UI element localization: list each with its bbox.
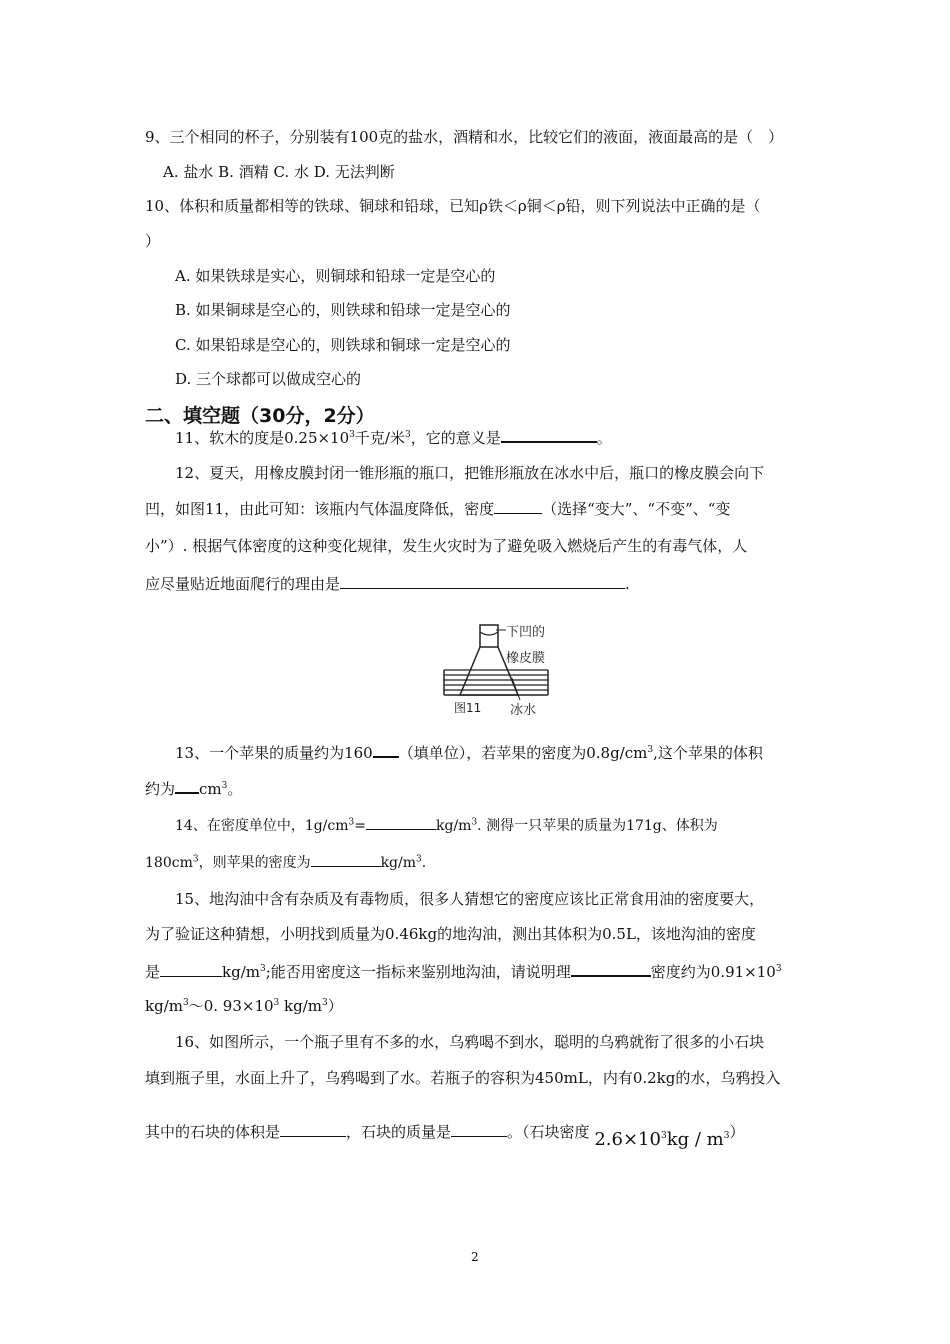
q14-conversion-blank[interactable] xyxy=(366,815,436,830)
q15-line2: 为了验证这种猜想，小明找到质量为0.46kg的地沟油，测出其体积为0.5L，该地沟油的密度 xyxy=(145,925,756,943)
q16-line3 xyxy=(145,1122,745,1150)
q16-line3-post: 。（石块密度 xyxy=(507,1123,590,1141)
q16-line3-mid: ，石块的质量是 xyxy=(346,1123,452,1141)
q15-line4-d: ） xyxy=(327,997,343,1015)
q12-line3: 小”）. 根据气体密度的这种变化规律，发生火灾时为了避免吸入燃烧后产生的有毒气体，人 xyxy=(145,537,748,555)
q14-line2-mid: ，则苹果的密度为 xyxy=(198,855,311,871)
q15-line4-c: kg/m xyxy=(279,997,323,1015)
flask-in-ice-water-diagram xyxy=(440,620,580,720)
label-water: 冰水 xyxy=(510,703,537,718)
q15-density-blank[interactable] xyxy=(160,962,222,977)
formula-exp: 3 xyxy=(660,1131,667,1141)
q12-density-blank[interactable] xyxy=(494,499,542,514)
q15-exp: 3 xyxy=(259,964,266,974)
q15-line3-mid: ;能否用密度这一指标来鉴别地沟油，请说明理 xyxy=(265,963,571,981)
section-heading: 二、填空题（30分，2分） xyxy=(145,405,375,427)
figure-11 xyxy=(440,620,580,720)
q15-line4-b: ～0. 93×10 xyxy=(188,997,274,1015)
q14-line2-end: . xyxy=(421,855,427,871)
q12-line4-pre: 应尽量贴近地面爬行的理由是 xyxy=(145,575,341,593)
q16-line3-end: ） xyxy=(729,1123,745,1141)
q15-line3-post: 密度约为0.91×10 xyxy=(650,963,776,981)
q12-line2 xyxy=(145,499,730,519)
q14-line2-exp: 3 xyxy=(192,854,199,865)
q10-stem: 10、体积和质量都相等的铁球、铜球和铅球，已知ρ铁＜ρ铜＜ρ铅，则下列说法中正确的是（ xyxy=(145,197,761,215)
flask-neck xyxy=(480,625,498,647)
q13-line1-mid: （填单位），若苹果的密度为0.8g/cm xyxy=(398,744,648,762)
q13-line1-pre: 13、一个苹果的质量约为160 xyxy=(175,744,373,762)
q16-volume-blank[interactable] xyxy=(280,1122,346,1137)
q12-line2-pre: 凹，如图11，由此可知：该瓶内气体温度降低，密度 xyxy=(145,500,495,518)
q11-exp: 3 xyxy=(349,430,355,440)
formula-exp2: 3 xyxy=(723,1131,730,1141)
q15-line4-exp: 3 xyxy=(182,998,189,1008)
q13-line2-unit: cm xyxy=(199,780,222,798)
q13-line2 xyxy=(145,778,242,799)
q10-option-b: B. 如果铜球是空心的，则铁球和铅球一定是空心的 xyxy=(175,301,511,319)
q10-option-a: A. 如果铁球是实心，则铜球和铅球一定是空心的 xyxy=(175,267,496,285)
q13-line1-post: ,这个苹果的体积 xyxy=(653,744,763,762)
formula-a: 2.6×10 xyxy=(594,1129,661,1150)
q12-line2-post: （选择“变大”、“不变”、“变 xyxy=(542,500,731,518)
q10-option-d: D. 三个球都可以做成空心的 xyxy=(175,370,362,388)
q14-line2 xyxy=(145,852,426,873)
q14-line1 xyxy=(175,815,718,836)
q15-unit: kg/m xyxy=(222,963,260,981)
formula-b: kg / m xyxy=(666,1129,724,1150)
q9-stem: 9、三个相同的杯子，分别装有100克的盐水，酒精和水，比较它们的液面，液面最高的是（ ） xyxy=(145,128,784,146)
q11-mid: 千克/米 xyxy=(354,429,405,447)
q15-exp2: 3 xyxy=(775,964,782,974)
q13-line2-pre: 约为 xyxy=(145,780,176,798)
q16-line3-pre: 其中的石块的体积是 xyxy=(145,1123,281,1141)
q10-option-c: C. 如果铅球是空心的，则铁球和铜球一定是空心的 xyxy=(175,336,511,354)
q12-reason-blank[interactable] xyxy=(340,574,625,589)
q15-line4 xyxy=(145,996,343,1016)
q11-exp2: 3 xyxy=(404,430,411,440)
q11-line xyxy=(175,427,612,448)
q11-answer-blank[interactable] xyxy=(501,427,597,443)
q16-line1: 16、如图所示，一个瓶子里有不多的水，乌鸦喝不到水，聪明的乌鸦就衔了很多的小石块 xyxy=(175,1033,765,1051)
q15-line3-pre: 是 xyxy=(145,963,161,981)
q14-density-blank[interactable] xyxy=(311,852,381,867)
q9-options: A. 盐水 B. 酒精 C. 水 D. 无法判断 xyxy=(163,163,395,181)
q15-line3 xyxy=(145,961,782,982)
q13-exp: 3 xyxy=(647,745,654,755)
q14-exp: 3 xyxy=(348,817,355,828)
q14-line1-pre: 14、在密度单位中，1g/cm xyxy=(175,818,349,834)
q11-end: 。 xyxy=(596,429,612,447)
q13-unit-blank[interactable] xyxy=(373,742,399,758)
q15-line4-exp2: 3 xyxy=(273,998,280,1008)
q10-stem-end: ） xyxy=(145,232,161,250)
q14-line2-exp2: 3 xyxy=(416,854,422,865)
q11-pre: 11、软木的度是0.25×10 xyxy=(175,429,350,447)
q13-exp2: 3 xyxy=(221,781,228,791)
q16-mass-blank[interactable] xyxy=(451,1122,507,1137)
q13-line1 xyxy=(175,742,763,763)
page-number: 2 xyxy=(471,1250,479,1264)
q14-eq: = xyxy=(354,818,366,834)
q15-line1: 15、地沟油中含有杂质及有毒物质，很多人猜想它的密度应该比正常食用油的密度要大， xyxy=(175,890,765,908)
q12-line4 xyxy=(145,574,630,594)
rubber-membrane xyxy=(480,632,498,635)
water-leader xyxy=(512,678,520,700)
figure-caption: 图11 xyxy=(454,701,482,715)
label-top: 下凹的 xyxy=(506,625,546,640)
q13-line2-end: 。 xyxy=(227,780,243,798)
q14-line1-post: . 测得一只苹果的质量为171g、体积为 xyxy=(477,818,718,834)
q11-post: ，它的意义是 xyxy=(410,429,501,447)
stone-density-formula xyxy=(594,1129,729,1150)
label-mid: 橡皮膜 xyxy=(506,651,546,666)
q15-line4-a: kg/m xyxy=(145,997,183,1015)
q14-line2-unit: kg/m xyxy=(380,855,417,871)
q14-unit: kg/m xyxy=(436,818,472,834)
q15-line4-exp3: 3 xyxy=(322,998,328,1008)
q12-line1: 12、夏天，用橡皮膜封闭一锥形瓶的瓶口，把锥形瓶放在冰水中后，瓶口的橡皮膜会向下 xyxy=(175,464,765,482)
q15-reason-blank[interactable] xyxy=(571,961,651,977)
q13-volume-blank[interactable] xyxy=(175,778,199,794)
q14-line2-pre: 180cm xyxy=(145,855,193,871)
q16-line2: 填到瓶子里，水面上升了，乌鸦喝到了水。若瓶子的容积为450mL，内有0.2kg的水，乌鸦投入 xyxy=(145,1069,781,1087)
q14-exp2: 3 xyxy=(471,817,478,828)
q12-line4-post: . xyxy=(625,575,630,593)
